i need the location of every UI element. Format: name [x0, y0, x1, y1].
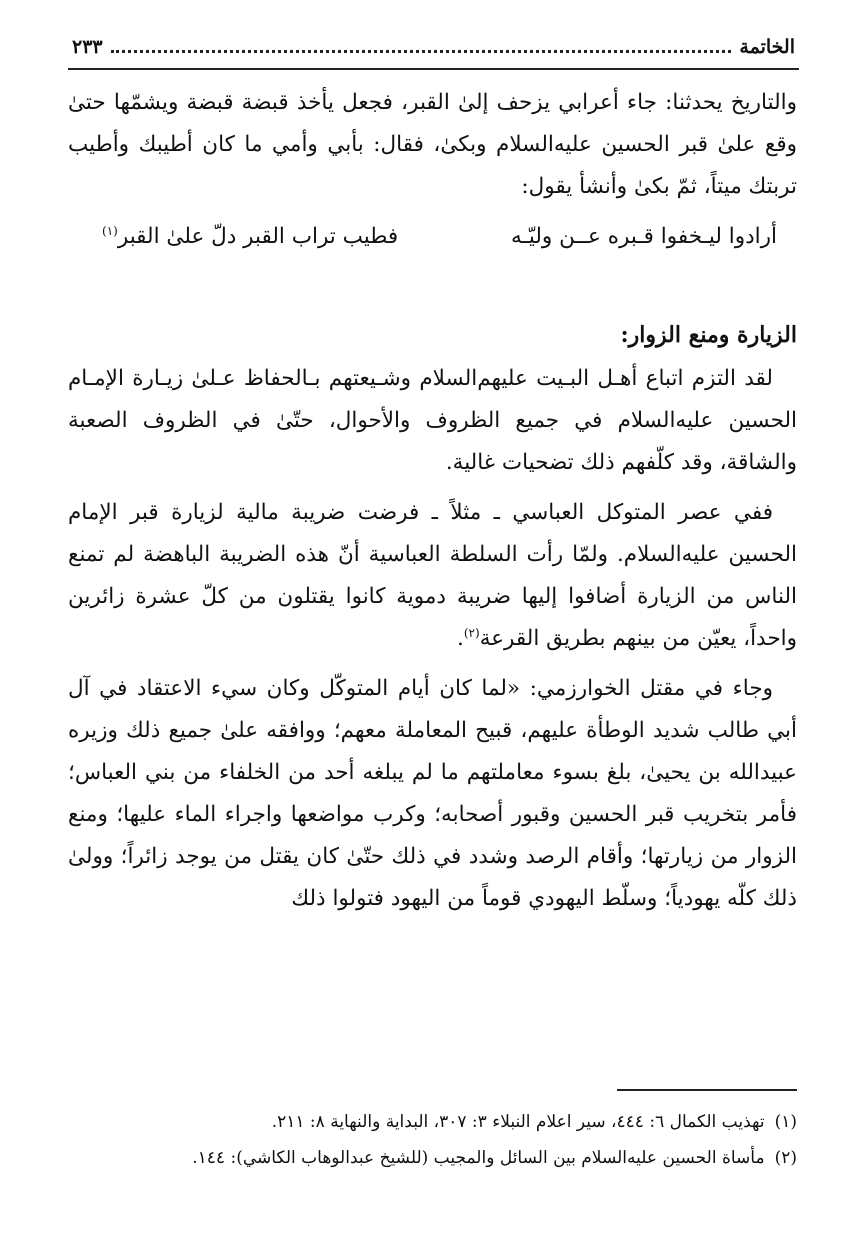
footnote-2 — [68, 1140, 797, 1176]
paragraph-mutawakkil-end: . — [457, 626, 464, 651]
paragraph-intro: والتاريخ يحدثنا: جاء أعرابي يزحف إلىٰ القبر، فجعل يأخذ قبضة قبضة ويشمّها حتىٰ وقع علىٰ قبر الحسين عليه‌السلام وبكىٰ، فقال: بأبي وأمي ما كان أطيبك وأطيب تربتك ميتاً، ثمّ بكىٰ وأنشأ يقول: — [68, 90, 797, 199]
footnote-text: تهذيب الكمال ٦: ٤٤٤، سير اعلام النبلاء ٣: ٣٠٧، البداية والنهاية ٨: ٢١١. — [271, 1112, 765, 1132]
footnote-number: (٢) — [774, 1148, 797, 1168]
verse-first-hemistich: أرادوا ليـخفوا قـبره عــن وليّـه — [511, 224, 777, 249]
paragraph-pilgrimage: لقد التزم اتباع أهـل البـيت عليهم‌السلام وشـيعتهم بـالحفاظ عـلىٰ زيـارة الإمـام الحسين عليه‌السلام في جميع الظروف والأحوال، حتّىٰ في الظروف الصعبة والشاقة، وقد كلّفهم ذلك تضحيات غالية. — [68, 366, 797, 475]
paragraph-khwarazmi: وجاء في مقتل الخوارزمي: «لما كان أيام المتوكّل وكان سيء الاعتقاد في آل أبي طالب شديد الوطأة عليهم، قبيح المعاملة معهم؛ ووافقه علىٰ جميع ذلك وزيره عبيدالله بن يحيىٰ، بلغ بسوء معاملتهم ما لم يبلغه أحد من الخلفاء من بني العباس؛ فأمر بتخريب قبر الحسين وقبور أصحابه؛ وكرب مواضعها واجراء الماء عليها؛ ومنع الزوار من زيارتها؛ وأقام الرصد وشدد في ذلك حتّىٰ كان يقتل من يوجد زائراً؛ وولىٰ ذلك كلّه يهودياً؛ وسلّط اليهودي قوماً من اليهود فتولوا ذلك — [68, 676, 797, 911]
chapter-title: الخاتمة — [739, 36, 795, 58]
verse-second-text: فطيب تراب القبر دلّ علىٰ القبر — [117, 224, 399, 249]
footnote-ref-2: (٢) — [463, 625, 480, 640]
paragraph-mutawakkil-text: ففي عصر المتوكل العباسي ـ مثلاً ـ فرضت ضريبة مالية لزيارة قبر الإمام الحسين عليه‌السلام. ولمّا رأت السلطة العباسية أنّ هذه الضريبة الباهضة لم تمنع الناس من الزيارة أضافوا إليها ضريبة دموية كانوا يقتلون من كلّ عشرة زائرين واحداً، يعيّن من بينهم بطريق القرعة — [68, 500, 797, 651]
footnotes — [68, 1104, 797, 1176]
footnote-rule — [617, 1089, 797, 1091]
footnote-text: مأساة الحسين عليه‌السلام بين السائل والمجيب (للشيخ عبدالوهاب الكاشي): ١٤٤. — [192, 1148, 765, 1168]
footnote-1 — [68, 1104, 797, 1140]
running-header — [72, 30, 795, 64]
section-heading: الزيارة ومنع الزوار: — [620, 322, 797, 348]
main-text — [68, 82, 797, 928]
footnote-ref-1: (١) — [102, 223, 118, 238]
poem-verse — [68, 216, 797, 258]
page-number: ٢٣٣ — [72, 36, 103, 58]
footnote-number: (١) — [774, 1112, 797, 1132]
paragraph-mutawakkil — [68, 492, 797, 660]
header-rule — [68, 68, 799, 70]
verse-second-hemistich — [102, 216, 398, 258]
header-dot-leader — [111, 50, 732, 53]
